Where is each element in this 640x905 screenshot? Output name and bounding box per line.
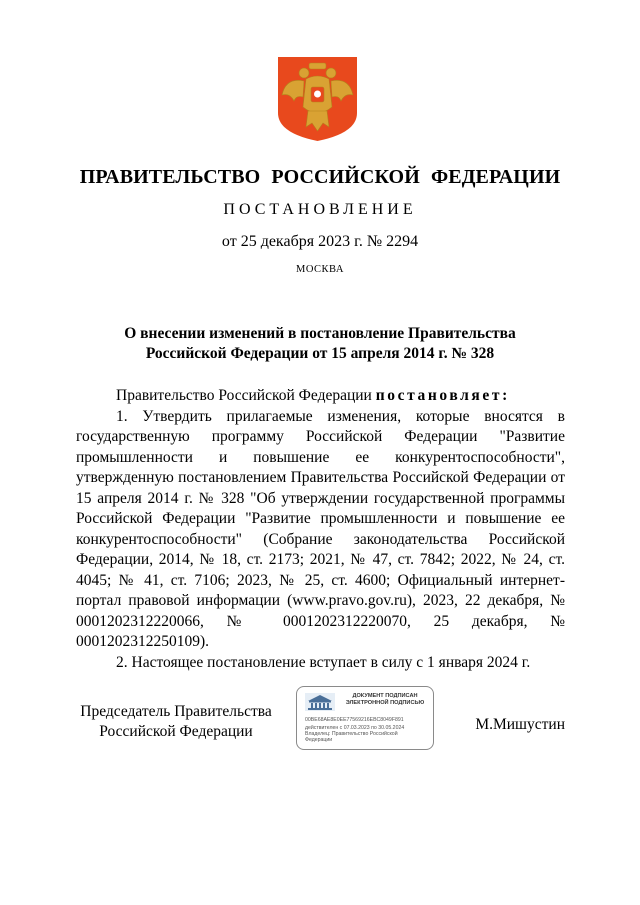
document-type: ПОСТАНОВЛЕНИЕ bbox=[223, 201, 417, 218]
signer-position-line-1: Председатель Правительства bbox=[80, 703, 272, 720]
stamp-certificate: 00BE68AE8E0EE77569216EBC8049F891 bbox=[305, 717, 404, 723]
stamp-title bbox=[341, 693, 429, 707]
coat-of-arms-icon bbox=[276, 55, 359, 143]
decree-item-2: 2. Настоящее постановление вступает в силу с 1 января 2024 г. bbox=[116, 653, 531, 671]
government-title: ПРАВИТЕЛЬСТВО РОССИЙСКОЙ ФЕДЕРАЦИИ bbox=[79, 166, 561, 188]
signer-name: М.Мишустин bbox=[475, 716, 565, 733]
subject-line-1: О внесении изменений в постановление Правительства bbox=[124, 325, 516, 342]
stamp-title-line-1: ДОКУМЕНТ ПОДПИСАН bbox=[352, 693, 418, 699]
stamp-owner-line-1: Владелец: Правительство Российской bbox=[305, 731, 398, 737]
decree-lead-text: Правительство Российской Федерации bbox=[116, 387, 376, 404]
stamp-owner-line-2: Федерации bbox=[305, 737, 333, 743]
stamp-validity: действителен с 07.03.2023 по 30.05.2024 bbox=[305, 725, 405, 731]
signer-position-line-2: Российской Федерации bbox=[99, 723, 253, 740]
decree-item-1: 1. Утвердить прилагаемые изменения, которые вносятся в государственную программу Российской Федерации "Развитие промышленности и повышение ее конкурентоспособности", утвержденную постановлением Правительства Российской Федерации от 15 апреля 2014 г. № 328 "Об утверждении государственной программы Российской Федерации "Развитие промышленности и повышение ее конкурентоспособности" (Собрание законодательства Российской Федерации, 2014, № 18, ст. 2173; 2021, № 47, ст. 7842; 2022, № 24, ст. 4045; № 41, ст. 7106; 2023, № 25, ст. 4600; Официальный интернет-портал правовой информации (www.pravo.gov.ru), 2023, 22 декабря, № 0001202312220066, № 0001202312220070, 25 декабря, № 0001202312250109). bbox=[76, 407, 565, 650]
electronic-signature-stamp bbox=[296, 686, 434, 750]
signer-position bbox=[76, 702, 276, 742]
document-date-number: от 25 декабря 2023 г. № 2294 bbox=[221, 233, 419, 250]
building-icon bbox=[305, 693, 335, 711]
city-name: МОСКВА bbox=[296, 264, 344, 275]
decree-lead bbox=[76, 386, 565, 407]
decree-verb: постановляет: bbox=[375, 387, 510, 404]
subject-line-2: Российской Федерации от 15 апреля 2014 г. № 328 bbox=[145, 345, 495, 362]
document-body bbox=[76, 386, 565, 673]
stamp-title-line-2: ЭЛЕКТРОННОЙ ПОДПИСЬЮ bbox=[345, 700, 425, 706]
document-subject bbox=[80, 324, 560, 364]
